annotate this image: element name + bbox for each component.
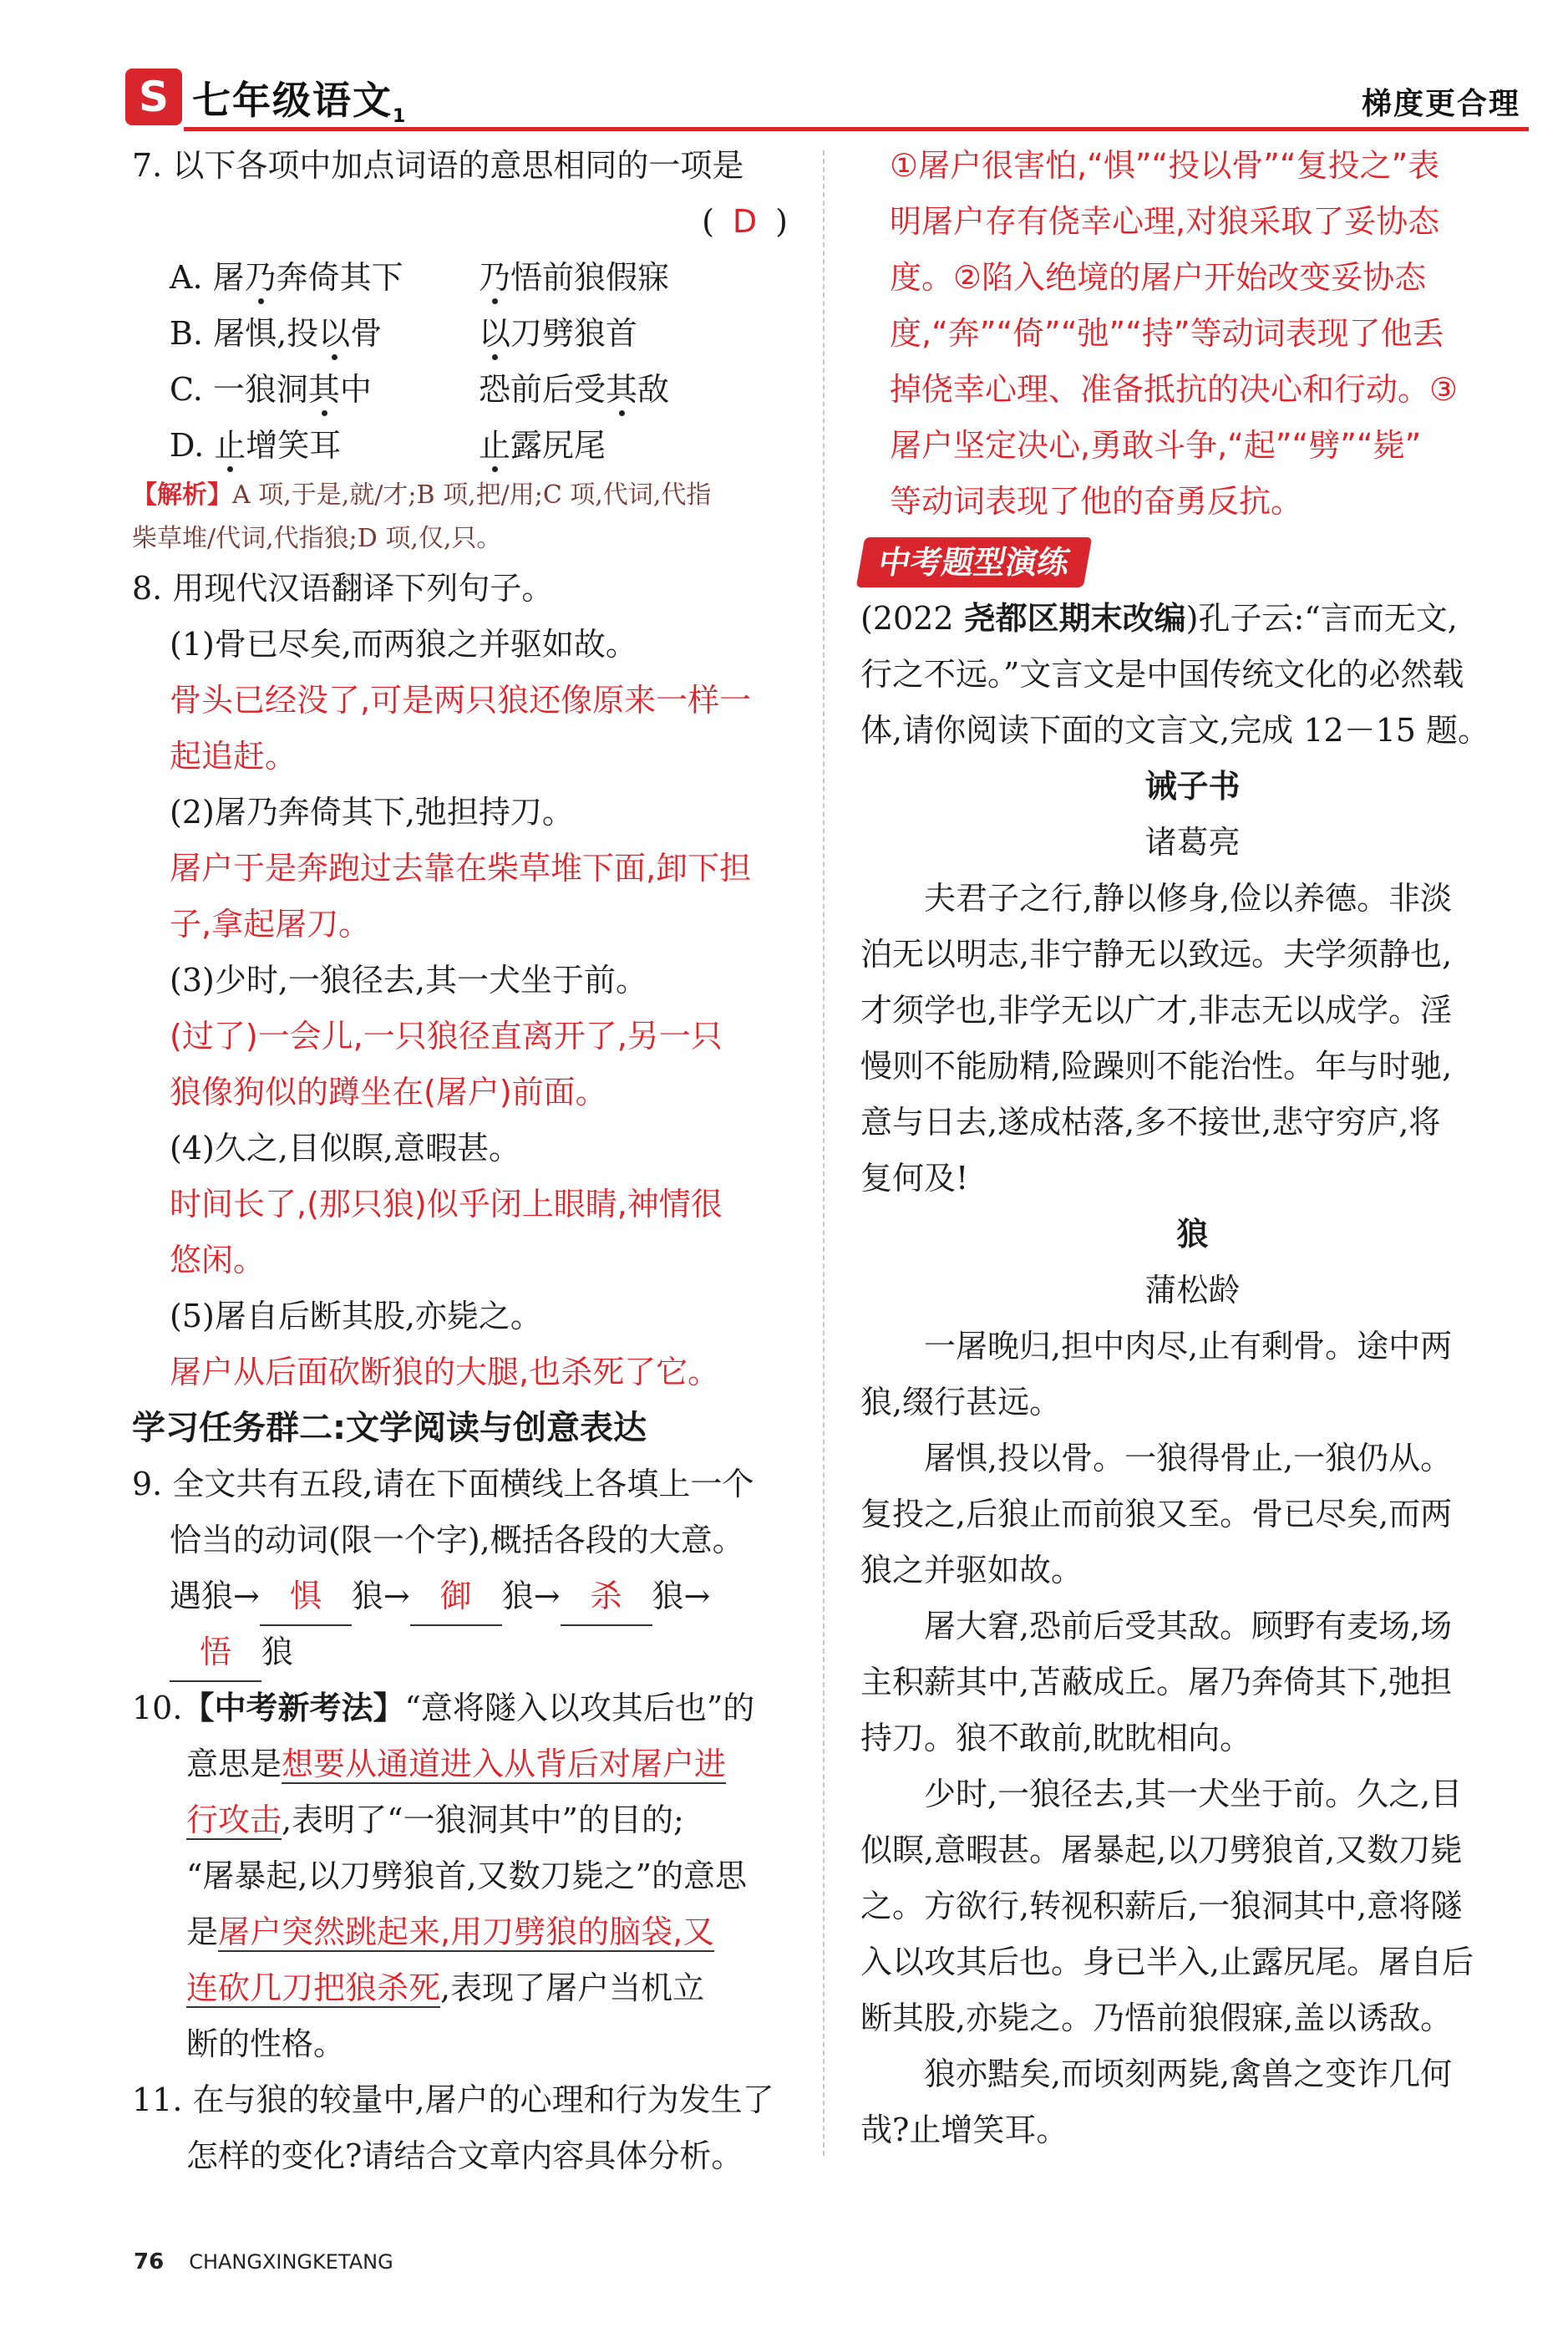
q9-blanks-row1: 遇狼→ 惧 狼→ 御 狼→ 杀 狼→ [132,1568,796,1624]
q10-line4: “屠暴起,以刀劈狼首,又数刀毙之”的意思 [186,1858,748,1894]
page-header [125,69,1529,135]
text2-body [860,1319,1525,2158]
footer-brand: CHANGXINGKETANG [189,2250,393,2274]
text2-line: 似瞑,意暇甚。屠暴起,以刀劈狼首,又数刀毙 [860,1832,1463,1868]
q11-line1: 11. 在与狼的较量中,屠户的心理和行为发生了 [132,2081,774,2118]
q7-analysis-1: 【解析】A 项,于是,就/才;B 项,把/用;C 项,代词,代指 [132,480,712,510]
text2-line: 持刀。狼不敢前,眈眈相向。 [860,1720,1252,1756]
q9-blank-2: 御 [410,1568,502,1626]
q9-line2: 恰当的动词(限一个字),概括各段的大意。 [170,1522,744,1558]
q8-items [132,617,796,1400]
text2-line: 狼,缀行甚远。 [860,1384,1062,1420]
intro-text [860,591,1525,759]
book-title: 七年级语文$_1$ [192,78,408,128]
q7-option-row [132,250,796,306]
q11-answer-line: 度。②陷入绝境的屠户开始改变妥协态 [890,259,1427,296]
section-title: 学习任务群二:文学阅读与创意表达 [132,1409,647,1447]
q10-line5: 是屠户突然跳起来,用刀劈狼的脑袋,又 [186,1913,715,1950]
q11-answer [860,138,1525,530]
text2-line: 狼亦黠矣,而顷刻两毙,禽兽之变诈几何 [924,2056,1453,2092]
practice-badge: 中考题型演练 [856,537,1093,587]
text2-line: 入以攻其后也。身已半入,止露尻尾。屠自后 [860,1944,1474,1980]
text2-line: 狼之并驱如故。 [860,1552,1083,1588]
column-divider [823,150,825,2156]
header-rule [184,127,1529,131]
text2-line: 复投之,后狼止而前狼又至。骨已尽矣,而两 [860,1496,1453,1532]
q7-option-row [132,306,796,362]
practice-heading [860,535,1525,591]
text2-line: 哉?止增笑耳。 [860,2112,1068,2148]
option-text: 恐前后受 [479,371,606,408]
q7-option-row [132,418,796,474]
page-number: 76 [134,2249,165,2274]
left-column [132,138,796,2184]
q10-line1: 10.【中考新考法】“意将隧入以攻其后也”的 [132,1690,755,1726]
q7-option-a [170,418,479,474]
q8-question: (3)少时,一狼径去,其一犬坐于前。 [170,962,647,999]
text1-author: 诸葛亮 [1144,824,1241,861]
text2-line: 屠大窘,恐前后受其敌。顾野有麦场,场 [924,1608,1453,1644]
q8-question: (1)骨已尽矣,而两狼之并驱如故。 [170,626,637,663]
q8-question: (2)屠乃奔倚其下,弛担持刀。 [170,794,574,831]
q9-blanks-row2: 悟 狼 [132,1624,796,1680]
q7-option-row [132,362,796,418]
q8-answer-line: 起追赶。 [170,738,297,775]
intro-line [860,647,1525,703]
text1-line: 复何及! [860,1160,969,1197]
brand-logo: S [125,69,182,125]
text2-line: 屠惧,投以骨。一狼得骨止,一狼仍从。 [924,1440,1453,1476]
dotted-word: 乃 [244,259,277,296]
option-text: 骨 [350,315,383,352]
q11-line2: 怎样的变化?请结合文章内容具体分析。 [186,2137,743,2174]
option-text: 刀劈狼首 [510,315,638,352]
option-text: 增笑耳 [246,427,342,464]
q9-blank-1: 惧 [260,1568,352,1626]
dotted-word: 乃 [479,259,511,296]
dotted-word: 止 [479,427,511,464]
q7-option-b [479,259,669,296]
option-text: 奔倚其下 [276,259,403,296]
text1-body [860,871,1525,1207]
q11-answer-line: 明屠户存有侥幸心理,对狼采取了妥协态 [890,203,1440,240]
intro-text: 体,请你阅读下面的文言文,完成 12－15 题。 [860,712,1490,749]
q8-answer-line: 悠闲。 [170,1242,266,1278]
q7-answer-line [132,194,796,250]
q10-line7: 断的性格。 [186,2025,346,2062]
text1-line: 夫君子之行,静以修身,俭以养德。非淡 [924,880,1453,917]
q11-answer-line: 掉侥幸心理、准备抵抗的决心和行动。③ [890,371,1459,408]
dotted-word: 以 [479,315,511,352]
q8-answer-line: 狼像狗似的蹲坐在(屠户)前面。 [170,1074,607,1110]
q8-answer-line: 时间长了,(那只狼)似乎闭上眼睛,神情很 [170,1186,723,1222]
text2-line: 断其股,亦毙之。乃悟前狼假寐,盖以诱敌。 [860,2000,1453,2036]
text1-line: 才须学也,非学无以广才,非志无以成学。淫 [860,992,1453,1029]
dotted-word: 止 [214,427,246,464]
text1-title: 诫子书 [1144,768,1241,805]
q10-answer-1b: 行攻击 [186,1802,282,1838]
right-column [860,138,1525,2158]
text2-line: 之。方欲行,转视积薪后,一狼洞其中,意将隧 [860,1888,1463,1924]
q8-answer-line: 屠户于是奔跑过去靠在柴草堆下面,卸下担 [170,850,752,887]
q8-stem: 8. 用现代汉语翻译下列句子。 [132,570,554,607]
intro-text: 行之不远。”文言文是中国传统文化的必然载 [860,656,1464,693]
q9-line1: 9. 全文共有五段,请在下面横线上各填上一个 [132,1466,754,1502]
text1-line: 泊无以明志,非宁静无以致远。夫学须静也, [860,936,1453,973]
q7-option-a [170,362,479,418]
q8-answer-line: 骨头已经没了,可是两只狼还像原来一样一 [170,682,752,719]
page-footer [134,2249,393,2274]
q8-answer-line: 子,拿起屠刀。 [170,906,371,943]
q8-question: (4)久之,目似瞑,意暇甚。 [170,1130,520,1166]
option-text: A. 屠 [170,259,245,296]
q8-answer-line: (过了)一会儿,一只狼径直离开了,另一只 [170,1018,723,1055]
q11-answer-line: 等动词表现了他的奋勇反抗。 [890,483,1303,520]
intro-text: )孔子云:“言而无文, [1185,600,1458,637]
intro-line [860,703,1525,759]
q7-stem: 7. 以下各项中加点词语的意思相同的一项是 [132,147,744,184]
q10-answer-2a: 屠户突然跳起来,用刀劈狼的脑袋,又 [218,1913,715,1950]
intro-source: 尧都区期末改编 [963,600,1186,637]
dotted-word: 其 [606,371,638,408]
q8-answer-line: 屠户从后面砍断狼的大腿,也杀死了它。 [170,1354,720,1390]
q11-answer-line: 度,“奔”“倚”“弛”“持”等动词表现了他丢 [890,315,1444,352]
option-text: 露尻尾 [510,427,606,464]
dotted-word: 其 [307,371,340,408]
q10-tag: 【中考新考法】 [182,1690,405,1726]
text2-title: 狼 [1176,1216,1209,1253]
q11-answer-line: 屠户坚定决心,勇敢斗争,“起”“劈”“毙” [890,427,1422,464]
option-text: C. 一狼洞 [170,371,308,408]
text1-line: 意与日去,遂成枯落,多不接世,悲守穷庐,将 [860,1104,1441,1141]
q10-answer-2b: 连砍几刀把狼杀死 [186,1969,441,2006]
q7-answer: D [732,203,758,240]
option-text: D. [170,427,215,464]
q7-option-b [479,371,669,408]
text2-line: 主积薪其中,苫蔽成丘。屠乃奔倚其下,弛担 [860,1664,1453,1700]
q7-options [132,250,796,474]
text2-line: 少时,一狼径去,其一犬坐于前。久之,目 [924,1776,1463,1812]
q7-option-b [479,315,637,352]
q10-line2: 意思是想要从通道进入从背后对屠户进 [186,1746,727,1782]
q7-analysis-2: 柴草堆/代词,代指狼;D 项,仅,只。 [132,524,502,553]
option-text: 悟前狼假寐 [510,259,670,296]
intro-line [860,591,1525,647]
q10-line3: 行攻击,表明了“一狼洞其中”的目的; [186,1802,684,1838]
q7-option-a [170,306,479,362]
option-text: B. 屠惧,投 [170,315,319,352]
q9-blank-4: 悟 [170,1624,261,1682]
q10-line6: 连砍几刀把狼杀死,表现了屠户当机立 [186,1969,705,2006]
q8-question: (5)屠自后断其股,亦毙之。 [170,1298,542,1334]
q7-option-b [479,427,606,464]
q11-answer-line: ①屠户很害怕,“惧”“投以骨”“复投之”表 [890,147,1440,184]
text1-line: 慢则不能励精,险躁则不能治性。年与时驰, [860,1048,1453,1085]
header-slogan: 梯度更合理 [1361,87,1520,121]
dotted-word: 以 [318,315,351,352]
text2-line: 一屠晚归,担中肉尽,止有剩骨。途中两 [924,1328,1453,1365]
option-text: 敌 [637,371,670,408]
text2-author: 蒲松龄 [1144,1272,1241,1309]
q7-option-a [170,250,479,306]
q10-answer-1a: 想要从通道进入从背后对屠户进 [282,1746,727,1782]
option-text: 中 [339,371,372,408]
q9-blank-3: 杀 [561,1568,652,1626]
intro-text: (2022 [860,600,964,637]
q7-answer-box: ( D ) [702,203,788,240]
